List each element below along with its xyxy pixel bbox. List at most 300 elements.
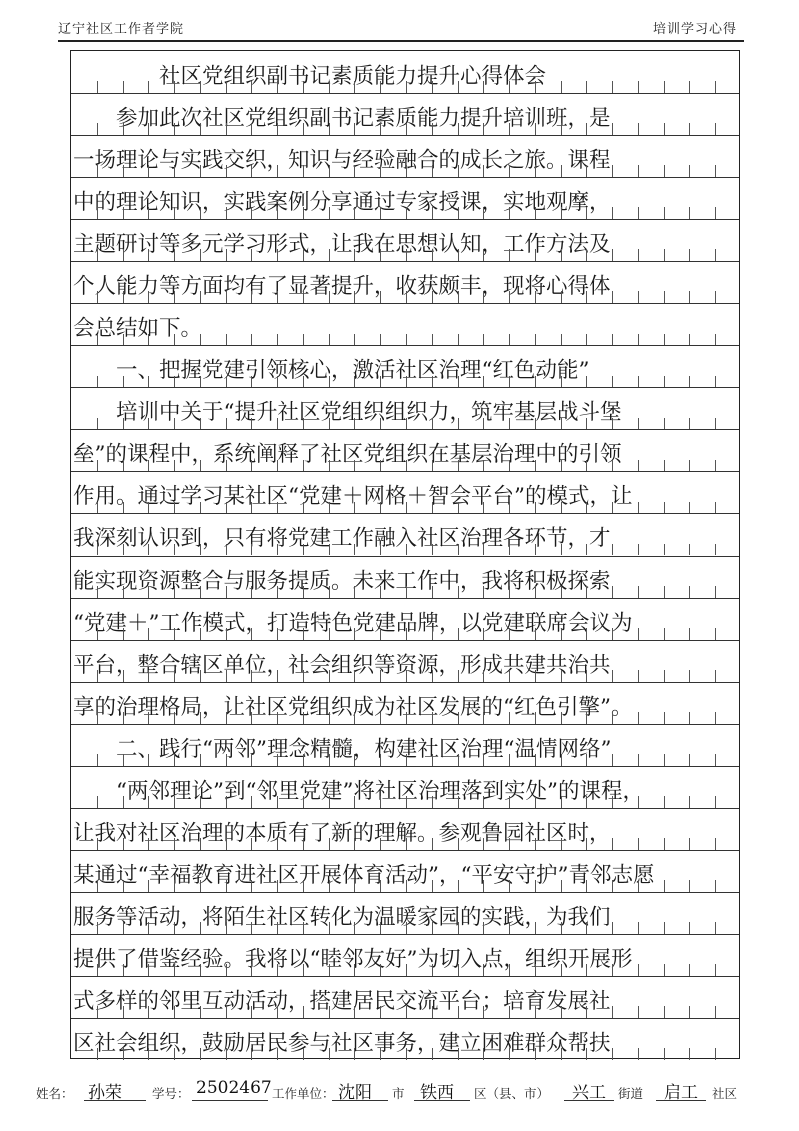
cell-tick — [354, 586, 355, 598]
cell-tick — [483, 460, 484, 472]
cell-tick — [354, 1006, 355, 1018]
cell-tick — [277, 334, 278, 346]
cell-tick — [226, 796, 227, 808]
cell-tick — [380, 754, 381, 766]
cell-tick — [174, 502, 175, 514]
text-line: 区社会组织，鼓励居民参与社区事务，建立困难群众帮扶 — [73, 1030, 611, 1056]
cell-tick — [509, 712, 510, 724]
cell-tick — [561, 418, 562, 430]
cell-tick — [123, 207, 124, 219]
cell-tick — [174, 586, 175, 598]
cell-tick — [97, 880, 98, 892]
cell-tick — [586, 418, 587, 430]
cell-tick — [200, 291, 201, 303]
header-rule — [58, 40, 744, 42]
cell-tick — [432, 544, 433, 556]
cell-tick — [509, 586, 510, 598]
cell-tick — [432, 586, 433, 598]
cell-tick — [406, 376, 407, 388]
cell-tick — [586, 1048, 587, 1060]
cell-tick — [689, 1006, 690, 1018]
cell-tick — [509, 880, 510, 892]
student-no-label: 学号： — [152, 1086, 190, 1101]
cell-tick — [200, 922, 201, 934]
cell-tick — [458, 460, 459, 472]
cell-tick — [535, 207, 536, 219]
cell-tick — [535, 1006, 536, 1018]
cell-tick — [715, 165, 716, 177]
cell-tick — [303, 502, 304, 514]
cell-tick — [97, 670, 98, 682]
cell-tick — [226, 754, 227, 766]
cell-tick — [148, 964, 149, 976]
cell-tick — [612, 712, 613, 724]
cell-tick — [148, 123, 149, 135]
cell-tick — [277, 418, 278, 430]
cell-tick — [303, 1048, 304, 1060]
cell-tick — [432, 249, 433, 261]
cell-tick — [380, 1048, 381, 1060]
cell-tick — [612, 544, 613, 556]
cell-tick — [97, 418, 98, 430]
cell-tick — [535, 880, 536, 892]
cell-tick — [329, 670, 330, 682]
cell-tick — [561, 207, 562, 219]
cell-tick — [458, 81, 459, 93]
cell-tick — [612, 460, 613, 472]
cell-tick — [277, 586, 278, 598]
cell-tick — [97, 207, 98, 219]
cell-tick — [148, 81, 149, 93]
cell-tick — [561, 291, 562, 303]
cell-tick — [329, 418, 330, 430]
cell-tick — [664, 460, 665, 472]
cell-tick — [406, 544, 407, 556]
cell-tick — [251, 334, 252, 346]
cell-tick — [406, 1048, 407, 1060]
cell-tick — [535, 712, 536, 724]
cell-tick — [689, 1048, 690, 1060]
cell-tick — [715, 1048, 716, 1060]
cell-tick — [380, 838, 381, 850]
cell-tick — [638, 376, 639, 388]
cell-tick — [535, 586, 536, 598]
institute-name: 辽宁社区工作者学院 — [58, 22, 185, 37]
cell-tick — [483, 376, 484, 388]
cell-tick — [251, 291, 252, 303]
cell-tick — [277, 502, 278, 514]
cell-tick — [303, 123, 304, 135]
cell-tick — [200, 880, 201, 892]
cell-tick — [380, 291, 381, 303]
city-value: 沈阳 — [338, 1083, 372, 1103]
cell-tick — [638, 880, 639, 892]
cell-tick — [664, 1006, 665, 1018]
cell-tick — [612, 586, 613, 598]
cell-tick — [432, 418, 433, 430]
cell-tick — [174, 249, 175, 261]
cell-tick — [638, 165, 639, 177]
cell-tick — [277, 838, 278, 850]
cell-tick — [251, 502, 252, 514]
cell-tick — [97, 165, 98, 177]
footer-info — [36, 1078, 769, 1106]
cell-tick — [535, 964, 536, 976]
cell-tick — [689, 249, 690, 261]
cell-tick — [200, 838, 201, 850]
cell-tick — [715, 460, 716, 472]
cell-tick — [432, 334, 433, 346]
cell-tick — [509, 291, 510, 303]
cell-tick — [483, 586, 484, 598]
cell-tick — [148, 586, 149, 598]
cell-tick — [535, 460, 536, 472]
cell-tick — [380, 502, 381, 514]
cell-tick — [509, 544, 510, 556]
cell-tick — [226, 880, 227, 892]
cell-tick — [561, 502, 562, 514]
cell-tick — [664, 123, 665, 135]
cell-tick — [689, 123, 690, 135]
cell-tick — [715, 334, 716, 346]
cell-tick — [303, 880, 304, 892]
cell-tick — [535, 81, 536, 93]
cell-tick — [689, 502, 690, 514]
cell-tick — [303, 460, 304, 472]
cell-tick — [612, 796, 613, 808]
cell-tick — [354, 334, 355, 346]
cell-tick — [561, 460, 562, 472]
row-rule — [71, 345, 739, 346]
cell-tick — [689, 544, 690, 556]
cell-tick — [689, 880, 690, 892]
cell-tick — [200, 712, 201, 724]
cell-tick — [483, 1048, 484, 1060]
cell-tick — [458, 376, 459, 388]
cell-tick — [612, 334, 613, 346]
cell-tick — [354, 165, 355, 177]
cell-tick — [329, 586, 330, 598]
cell-tick — [277, 81, 278, 93]
district-value: 铁西 — [420, 1083, 454, 1103]
cell-tick — [406, 628, 407, 640]
cell-tick — [432, 165, 433, 177]
cell-tick — [689, 207, 690, 219]
cell-tick — [226, 922, 227, 934]
cell-tick — [148, 922, 149, 934]
cell-tick — [689, 922, 690, 934]
cell-tick — [329, 880, 330, 892]
cell-tick — [251, 796, 252, 808]
cell-tick — [303, 165, 304, 177]
cell-tick — [586, 123, 587, 135]
cell-tick — [329, 1048, 330, 1060]
cell-tick — [561, 376, 562, 388]
cell-tick — [432, 123, 433, 135]
cell-tick — [329, 1006, 330, 1018]
cell-tick — [458, 880, 459, 892]
cell-tick — [612, 838, 613, 850]
cell-tick — [638, 460, 639, 472]
cell-tick — [97, 964, 98, 976]
cell-tick — [148, 670, 149, 682]
cell-tick — [251, 586, 252, 598]
cell-tick — [200, 1048, 201, 1060]
cell-tick — [483, 81, 484, 93]
cell-tick — [200, 418, 201, 430]
cell-tick — [354, 81, 355, 93]
text-line: 让我对社区治理的本质有了新的理解。参观鲁园社区时， — [73, 820, 611, 846]
cell-tick — [586, 922, 587, 934]
cell-tick — [483, 334, 484, 346]
cell-tick — [406, 586, 407, 598]
cell-tick — [586, 249, 587, 261]
cell-tick — [303, 418, 304, 430]
text-line: 能实现资源整合与服务提质。未来工作中，我将积极探索 — [73, 568, 611, 594]
cell-tick — [432, 670, 433, 682]
cell-tick — [586, 796, 587, 808]
cell-tick — [277, 249, 278, 261]
cell-tick — [509, 754, 510, 766]
cell-tick — [226, 544, 227, 556]
cell-tick — [689, 838, 690, 850]
community-underline — [656, 1100, 706, 1101]
cell-tick — [226, 460, 227, 472]
cell-tick — [664, 670, 665, 682]
cell-tick — [483, 754, 484, 766]
cell-tick — [561, 1006, 562, 1018]
cell-tick — [715, 880, 716, 892]
cell-tick — [380, 460, 381, 472]
cell-tick — [561, 334, 562, 346]
cell-tick — [432, 376, 433, 388]
cell-tick — [638, 1006, 639, 1018]
cell-tick — [97, 376, 98, 388]
text-line: 垒”的课程中，系统阐释了社区党组织在基层治理中的引领 — [73, 442, 622, 468]
cell-tick — [715, 376, 716, 388]
cell-tick — [535, 838, 536, 850]
cell-tick — [148, 291, 149, 303]
cell-tick — [483, 964, 484, 976]
cell-tick — [226, 1048, 227, 1060]
cell-tick — [638, 796, 639, 808]
cell-tick — [715, 418, 716, 430]
cell-tick — [612, 922, 613, 934]
document-type: 培训学习心得 — [652, 22, 737, 37]
cell-tick — [535, 123, 536, 135]
cell-tick — [586, 376, 587, 388]
cell-tick — [97, 1006, 98, 1018]
cell-tick — [406, 1006, 407, 1018]
cell-tick — [123, 922, 124, 934]
cell-tick — [715, 712, 716, 724]
cell-tick — [406, 796, 407, 808]
cell-tick — [509, 838, 510, 850]
cell-tick — [535, 544, 536, 556]
cell-tick — [664, 754, 665, 766]
cell-tick — [251, 838, 252, 850]
cell-tick — [689, 964, 690, 976]
cell-tick — [123, 1048, 124, 1060]
cell-tick — [148, 712, 149, 724]
row-rule — [71, 976, 739, 977]
cell-tick — [174, 838, 175, 850]
row-rule — [71, 556, 739, 557]
cell-tick — [354, 291, 355, 303]
cell-tick — [148, 754, 149, 766]
cell-tick — [174, 544, 175, 556]
cell-tick — [561, 922, 562, 934]
cell-tick — [535, 418, 536, 430]
cell-tick — [715, 838, 716, 850]
cell-tick — [535, 502, 536, 514]
cell-tick — [509, 165, 510, 177]
cell-tick — [406, 838, 407, 850]
cell-tick — [303, 207, 304, 219]
cell-tick — [586, 628, 587, 640]
cell-tick — [303, 796, 304, 808]
cell-tick — [380, 628, 381, 640]
cell-tick — [380, 123, 381, 135]
cell-tick — [483, 922, 484, 934]
name-value: 孙荣 — [88, 1083, 122, 1103]
cell-tick — [277, 1006, 278, 1018]
cell-tick — [509, 628, 510, 640]
cell-tick — [303, 586, 304, 598]
cell-tick — [612, 123, 613, 135]
cell-tick — [123, 502, 124, 514]
cell-tick — [715, 249, 716, 261]
cell-tick — [612, 754, 613, 766]
cell-tick — [123, 123, 124, 135]
cell-tick — [123, 712, 124, 724]
cell-tick — [509, 460, 510, 472]
cell-tick — [303, 838, 304, 850]
cell-tick — [200, 502, 201, 514]
cell-tick — [329, 376, 330, 388]
cell-tick — [354, 207, 355, 219]
text-line: 式多样的邻里互动活动，搭建居民交流平台；培育发展社 — [73, 988, 611, 1014]
cell-tick — [123, 796, 124, 808]
cell-tick — [612, 964, 613, 976]
cell-tick — [612, 165, 613, 177]
cell-tick — [354, 460, 355, 472]
cell-tick — [483, 418, 484, 430]
cell-tick — [458, 1048, 459, 1060]
cell-tick — [586, 81, 587, 93]
text-line: 服务等活动，将陌生社区转化为温暖家园的实践，为我们 — [73, 904, 611, 930]
cell-tick — [664, 544, 665, 556]
cell-tick — [483, 207, 484, 219]
cell-tick — [664, 964, 665, 976]
cell-tick — [174, 460, 175, 472]
text-line: 享的治理格局，让社区党组织成为社区发展的“红色引擎”。 — [73, 694, 633, 720]
cell-tick — [638, 964, 639, 976]
cell-tick — [458, 502, 459, 514]
cell-tick — [226, 334, 227, 346]
cell-tick — [715, 81, 716, 93]
cell-tick — [432, 922, 433, 934]
row-rule — [71, 850, 739, 851]
cell-tick — [638, 922, 639, 934]
cell-tick — [561, 796, 562, 808]
cell-tick — [329, 249, 330, 261]
cell-tick — [715, 628, 716, 640]
cell-tick — [277, 796, 278, 808]
text-line: 我深刻认识到，只有将党建工作融入社区治理各环节，才 — [73, 526, 611, 552]
cell-tick — [123, 418, 124, 430]
street-value: 兴工 — [572, 1083, 606, 1103]
cell-tick — [638, 291, 639, 303]
cell-tick — [561, 964, 562, 976]
cell-tick — [277, 291, 278, 303]
cell-tick — [174, 922, 175, 934]
cell-tick — [638, 249, 639, 261]
cell-tick — [200, 670, 201, 682]
cell-tick — [483, 880, 484, 892]
cell-tick — [406, 502, 407, 514]
cell-tick — [689, 754, 690, 766]
cell-tick — [277, 207, 278, 219]
text-line: 二、践行“两邻”理念精髓，构建社区治理“温情网络” — [73, 736, 612, 762]
cell-tick — [612, 670, 613, 682]
cell-tick — [664, 880, 665, 892]
cell-tick — [277, 165, 278, 177]
text-line: “两邻理论”到“邻里党建”将社区治理落到实处”的课程， — [73, 778, 644, 804]
cell-tick — [406, 123, 407, 135]
cell-tick — [612, 628, 613, 640]
district-underline — [414, 1100, 470, 1101]
cell-tick — [561, 81, 562, 93]
cell-tick — [251, 1006, 252, 1018]
cell-tick — [148, 628, 149, 640]
cell-tick — [535, 628, 536, 640]
cell-tick — [329, 796, 330, 808]
cell-tick — [329, 754, 330, 766]
cell-tick — [509, 964, 510, 976]
cell-tick — [200, 586, 201, 598]
cell-tick — [174, 628, 175, 640]
cell-tick — [251, 880, 252, 892]
cell-tick — [612, 376, 613, 388]
cell-tick — [432, 460, 433, 472]
cell-tick — [174, 754, 175, 766]
cell-tick — [226, 838, 227, 850]
cell-tick — [509, 123, 510, 135]
cell-tick — [458, 712, 459, 724]
cell-tick — [380, 712, 381, 724]
cell-tick — [329, 165, 330, 177]
cell-tick — [715, 922, 716, 934]
cell-tick — [561, 165, 562, 177]
text-line: 会总结如下。 — [73, 316, 203, 342]
row-rule — [71, 724, 739, 725]
community-value: 启工 — [664, 1083, 698, 1103]
cell-tick — [586, 291, 587, 303]
cell-tick — [329, 81, 330, 93]
cell-tick — [303, 922, 304, 934]
cell-tick — [148, 544, 149, 556]
cell-tick — [715, 754, 716, 766]
cell-tick — [432, 81, 433, 93]
cell-tick — [123, 249, 124, 261]
cell-tick — [251, 165, 252, 177]
cell-tick — [432, 880, 433, 892]
cell-tick — [586, 460, 587, 472]
cell-tick — [329, 712, 330, 724]
cell-tick — [509, 207, 510, 219]
cell-tick — [509, 1006, 510, 1018]
